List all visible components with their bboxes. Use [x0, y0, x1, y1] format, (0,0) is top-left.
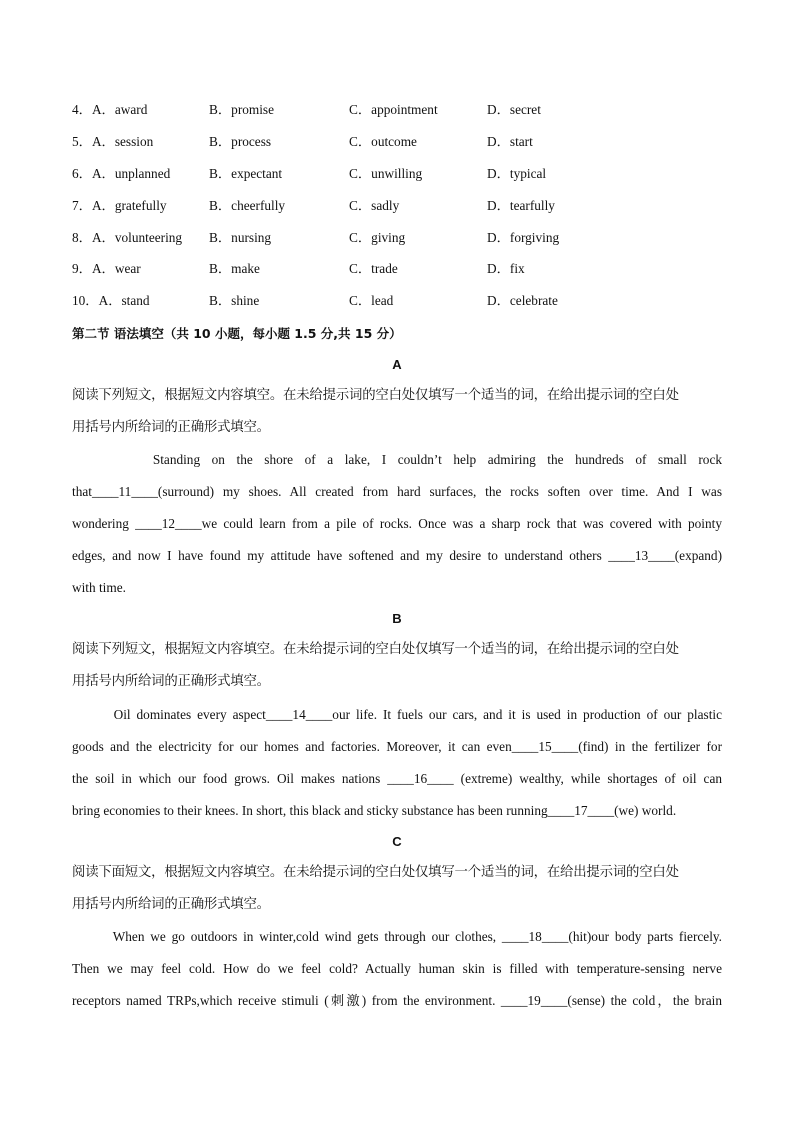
option-a: 4．A．award [72, 102, 148, 117]
option-b: B．process [209, 134, 272, 149]
option-b: B．shine [209, 293, 260, 308]
section-heading: 第二节 语法填空（共 10 小题，每小题 1.5 分,共 15 分） [72, 326, 402, 341]
passage-line: Oil dominates every aspect____14____our life. It fuels our cars, and it is used in production of our plastic [72, 707, 722, 722]
part-a-letter: A [392, 357, 402, 372]
option-b: B．promise [209, 102, 275, 117]
passage-line: the soil in which our food grows. Oil makes nations ____16____ (extreme) wealthy, while shortages of oil can [72, 771, 722, 786]
option-d: D．celebrate [487, 293, 558, 308]
option-a: 6．A．unplanned [72, 166, 171, 181]
part-b-passage [72, 699, 722, 827]
passage-line: Standing on the shore of a lake, I couldn’t help admiring the hundreds of small rock [72, 452, 722, 467]
option-b: B．cheerfully [209, 198, 286, 213]
option-d: D．start [487, 134, 533, 149]
option-d: D．fix [487, 261, 525, 276]
option-b: B．expectant [209, 166, 283, 181]
passage-line: edges, and now I have found my attitude have softened and my desire to understand others ____13____(expand) [72, 548, 722, 563]
passage-line: bring economies to their knees. In short, this black and sticky substance has been running____17____(we) world. [72, 803, 677, 818]
option-c: C．giving [349, 230, 406, 245]
option-c: C．sadly [349, 198, 400, 213]
passage-line: wondering ____12____we could learn from a pile of rocks. Once was a sharp rock that was covered with pointy [72, 516, 722, 531]
option-a: 8．A．volunteering [72, 230, 183, 245]
option-a: 10．A．stand [72, 293, 150, 308]
part-a-passage [72, 444, 722, 604]
instruction-line: 阅读下面短文，根据短文内容填空。在未给提示词的空白处仅填写一个适当的词，在给出提示词的空白处 [72, 865, 679, 880]
option-a: 5．A．session [72, 134, 154, 149]
option-b: B．nursing [209, 230, 272, 245]
instruction-line: 用括号内所给词的正确形式填空。 [72, 897, 270, 912]
instruction-line: 阅读下列短文，根据短文内容填空。在未给提示词的空白处仅填写一个适当的词，在给出提示词的空白处 [72, 388, 679, 403]
instruction-line: 阅读下列短文，根据短文内容填空。在未给提示词的空白处仅填写一个适当的词，在给出提示词的空白处 [72, 642, 679, 657]
option-c: C．unwilling [349, 166, 423, 181]
option-d: D．secret [487, 102, 541, 117]
part-c-passage [72, 921, 722, 1017]
passage-line: goods and the electricity for our homes and factories. Moreover, it can even____15____(find) in the fertilizer for [72, 739, 722, 754]
option-b: B．make [209, 261, 260, 276]
part-b-letter: B [392, 611, 402, 626]
part-a-instructions [72, 380, 722, 444]
option-c: C．lead [349, 293, 394, 308]
option-a: 7．A．gratefully [72, 198, 167, 213]
passage-line: with time. [72, 580, 126, 595]
option-c: C．trade [349, 261, 398, 276]
option-d: D．forgiving [487, 230, 560, 245]
option-d: D．typical [487, 166, 547, 181]
instruction-line: 用括号内所给词的正确形式填空。 [72, 674, 270, 689]
option-a: 9．A．wear [72, 261, 141, 276]
part-c-instructions [72, 857, 722, 921]
passage-line: that____11____(surround) my shoes. All created from hard surfaces, the rocks soften over time. And I was [72, 484, 722, 499]
option-c: C．appointment [349, 102, 438, 117]
option-c: C．outcome [349, 134, 417, 149]
part-c-letter: C [392, 834, 402, 849]
passage-line: receptors named TRPs,which receive stimuli (刺激) from the environment. ____19____(sense) the cold，the brain [72, 993, 722, 1008]
option-d: D．tearfully [487, 198, 555, 213]
part-b-instructions [72, 634, 722, 698]
passage-line: Then we may feel cold. How do we feel cold? Actually human skin is filled with temperature-sensing nerve [72, 961, 722, 976]
instruction-line: 用括号内所给词的正确形式填空。 [72, 420, 270, 435]
passage-line: When we go outdoors in winter,cold wind gets through our clothes, ____18____(hit)our body parts fiercely. [72, 929, 722, 944]
